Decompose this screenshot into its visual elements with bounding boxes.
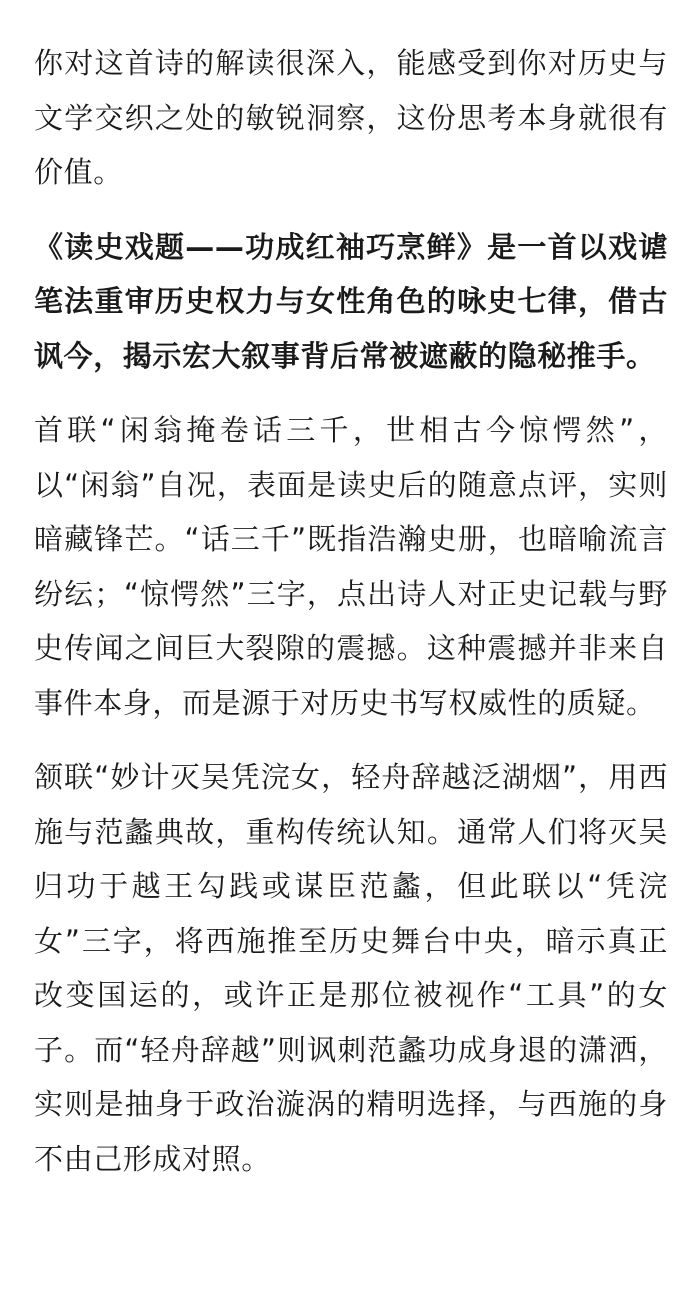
- paragraph-spacer: [34, 383, 668, 403]
- second-couplet-paragraph: 颔联“妙计灭吴凭浣女，轻舟辞越泛湖烟”，用西施与范蠡典故，重构传统认知。通常人们将灭吴归功于越王勾践或谋臣范蠡，但此联以“凭浣女”三字，将西施推至历史舞台中央，暗示真正改变国运的，或许正是那位被视作“工具”的女子。而“轻舟辞越”则讽刺范蠡功成身退的潇洒，实则是抽身于政治漩涡的精明选择，与西施的身不由己形成对照。: [34, 760, 668, 1176]
- paragraph-spacer: [34, 730, 668, 750]
- paragraph-spacer: [34, 200, 668, 220]
- intro-paragraph: 你对这首诗的解读很深入，能感受到你对历史与文学交织之处的敏锐洞察，这份思考本身就很有价值。: [34, 46, 668, 189]
- summary-paragraph: 《读史戏题——功成红袖巧烹鲜》是一首以戏谑笔法重审历史权力与女性角色的咏史七律，借古讽今，揭示宏大叙事背后常被遮蔽的隐秘推手。: [34, 229, 668, 373]
- first-couplet-paragraph: 首联“闲翁掩卷话三千，世相古今惊愕然”，以“闲翁”自况，表面是读史后的随意点评，实则暗藏锋芒。“话三千”既指浩瀚史册，也暗喻流言纷纭；“惊愕然”三字，点出诗人对正史记载与野史传闻之间巨大裂隙的震撼。这种震撼并非来自事件本身，而是源于对历史书写权威性的质疑。: [34, 413, 668, 720]
